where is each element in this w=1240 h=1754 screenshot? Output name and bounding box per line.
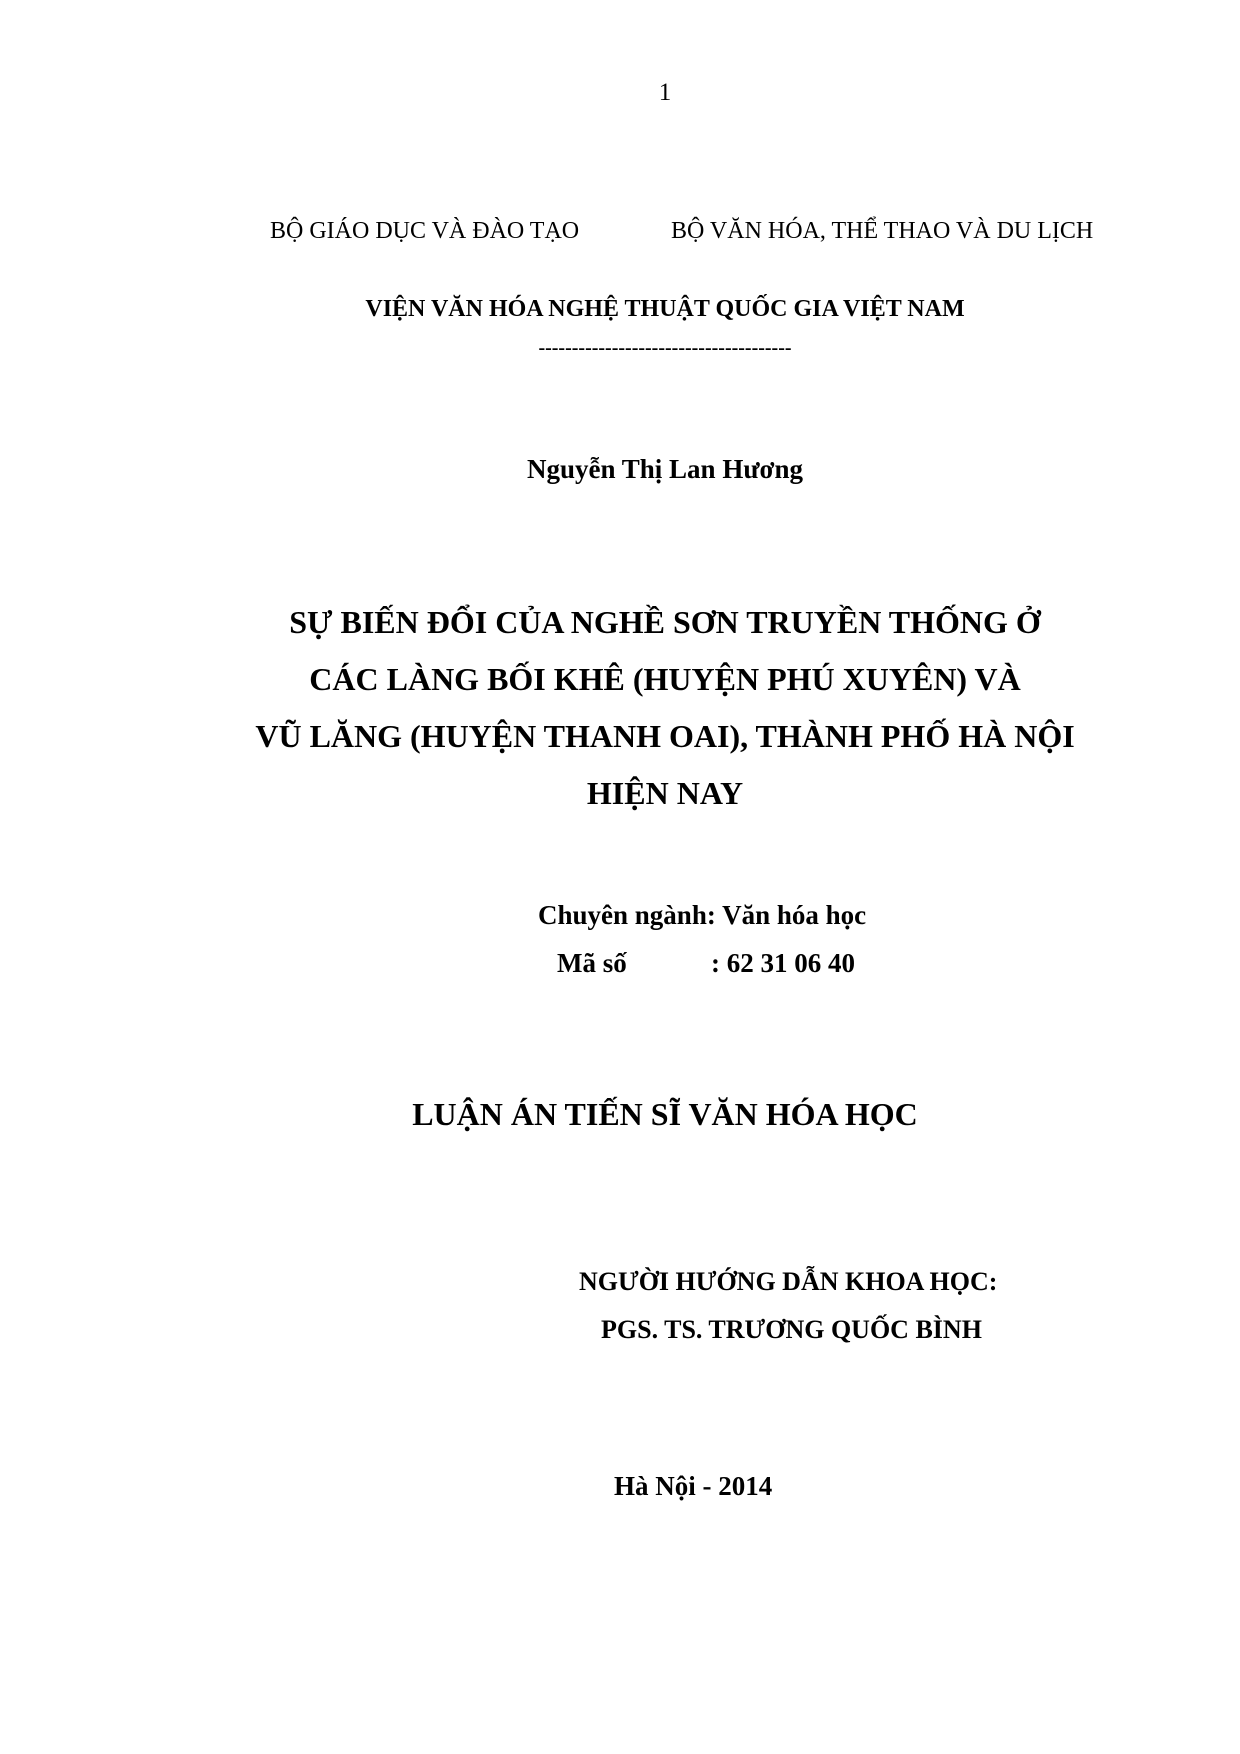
advisor-name: PGS. TS. TRƯƠNG QUỐC BÌNH bbox=[601, 1315, 982, 1344]
thesis-title-line: CÁC LÀNG BỐI KHÊ (HUYỆN PHÚ XUYÊN) VÀ bbox=[309, 661, 1021, 697]
author-name: Nguyễn Thị Lan Hương bbox=[527, 454, 803, 484]
thesis-title-line: VŨ LĂNG (HUYỆN THANH OAI), THÀNH PHỐ HÀ NỘI bbox=[255, 718, 1075, 754]
code-label: Mã số bbox=[557, 948, 627, 978]
page-number: 1 bbox=[658, 79, 672, 106]
ministry-culture: BỘ VĂN HÓA, THỂ THAO VÀ DU LỊCH bbox=[671, 218, 1094, 244]
specialty: Chuyên ngành: Văn hóa học bbox=[538, 900, 867, 930]
degree-title: LUẬN ÁN TIẾN SĨ VĂN HÓA HỌC bbox=[412, 1096, 918, 1132]
thesis-title bbox=[0, 604, 1240, 832]
place-date: Hà Nội - 2014 bbox=[614, 1471, 773, 1501]
ministry-education: BỘ GIÁO DỤC VÀ ĐÀO TẠO bbox=[270, 218, 580, 244]
thesis-title-line: HIỆN NAY bbox=[586, 775, 744, 811]
code-value: : 62 31 06 40 bbox=[711, 948, 855, 978]
advisor-label: NGƯỜI HƯỚNG DẪN KHOA HỌC: bbox=[579, 1267, 998, 1296]
institute-name: VIỆN VĂN HÓA NGHỆ THUẬT QUỐC GIA VIỆT NAM bbox=[365, 296, 965, 322]
header-separator: -------------------------------------- bbox=[538, 337, 792, 359]
thesis-title-line: SỰ BIẾN ĐỔI CỦA NGHỀ SƠN TRUYỀN THỐNG Ở bbox=[289, 604, 1041, 640]
